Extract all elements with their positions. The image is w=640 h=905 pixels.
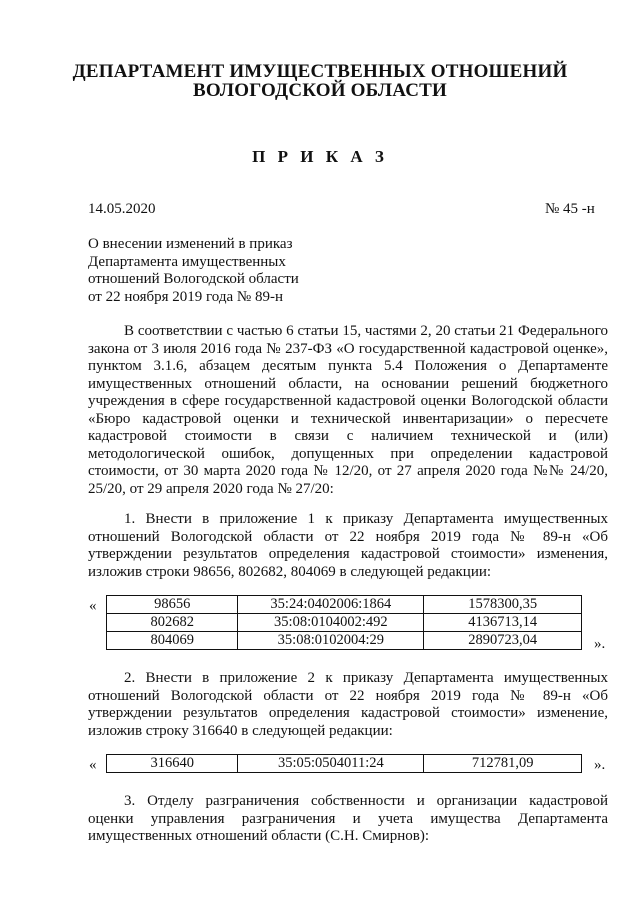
item-2-paragraph: 2. Внести в приложение 2 к приказу Департамента имущественных отношений Вологодской области от 22 ноября 2019 года № 89-н «Об утверждении результатов определения кадастровой стоимости» изменение, изложив строку 316640 в следующей редакции: [88,670,608,739]
table-cell-cadastral-number: 35:24:0402006:1864 [238,596,424,614]
table-cell-cadastral-value: 2890723,04 [424,632,582,650]
quote-close: ». [594,757,606,773]
item-1-paragraph: 1. Внести в приложение 1 к приказу Департамента имущественных отношений Вологодской области от 22 ноября 2019 года № 89-н «Об утверждении результатов определения кадастровой стоимости» изменения, изложив строки 98656, 802682, 804069 в следующей редакции: [88,511,608,580]
quote-open: « [89,757,97,773]
table-row [107,632,582,650]
document-date: 14.05.2020 [88,201,156,217]
table-row [107,755,582,773]
table-cell-cadastral-value: 712781,09 [424,755,582,773]
subject-line: О внесении изменений в приказ [88,236,293,252]
table-cell-cadastral-value: 4136713,14 [424,614,582,632]
table-cell-row-number: 804069 [107,632,238,650]
department-title-line2: ВОЛОГОДСКОЙ ОБЛАСТИ [192,80,448,101]
subject-line: от 22 ноября 2019 года № 89-н [88,288,283,305]
document-number: № 45 -н [545,201,595,217]
table-cell-row-number: 802682 [107,614,238,632]
item-3-paragraph: 3. Отделу разграничения собственности и организации кадастровой оценки управления разграничения и учета имущества Департамента имущественных отношений области (С.Н. Смирнов): [88,793,608,844]
table-cell-row-number: 98656 [107,596,238,614]
subject-line: Департамента имущественных [88,253,286,270]
table-cell-row-number: 316640 [107,755,238,773]
table-cell-cadastral-number: 35:08:0102004:29 [238,632,424,650]
table-row [107,596,582,614]
table-cell-cadastral-number: 35:05:0504011:24 [238,755,424,773]
table-row [107,614,582,632]
preamble-paragraph: В соответствии с частью 6 статьи 15, частями 2, 20 статьи 21 Федерального закона от 3 июля 2016 года № 237-ФЗ «О государственной кадастровой оценке», пунктом 3.1.6, абзацем десятым пункта 5.4 Положения о Департаменте имущественных отношений области, на основании решений бюджетного учреждения в сфере государственной кадастровой оценки Вологодской области «Бюро кадастровой оценки и технической инвентаризации» о пересчете кадастровой стоимости в связи с наличием технической и (или) методологической ошибок, допущенных при определении кадастровой стоимости, от 30 марта 2020 года № 12/20, от 27 апреля 2020 года №№ 24/20, 25/20, от 29 апреля 2020 года № 27/20: [88,323,608,497]
subject-line: отношений Вологодской области [88,271,299,287]
department-title-line1: ДЕПАРТАМЕНТ ИМУЩЕСТВЕННЫХ ОТНОШЕНИЙ [72,61,568,82]
document-type-title: П Р И К А З [252,147,388,166]
table-cell-cadastral-value: 1578300,35 [424,596,582,614]
table-cell-cadastral-number: 35:08:0104002:492 [238,614,424,632]
quote-close: ». [594,636,606,652]
quote-open: « [89,598,97,614]
changes-table-2 [106,754,582,773]
subject-block [88,236,299,306]
changes-table-1 [106,595,582,650]
